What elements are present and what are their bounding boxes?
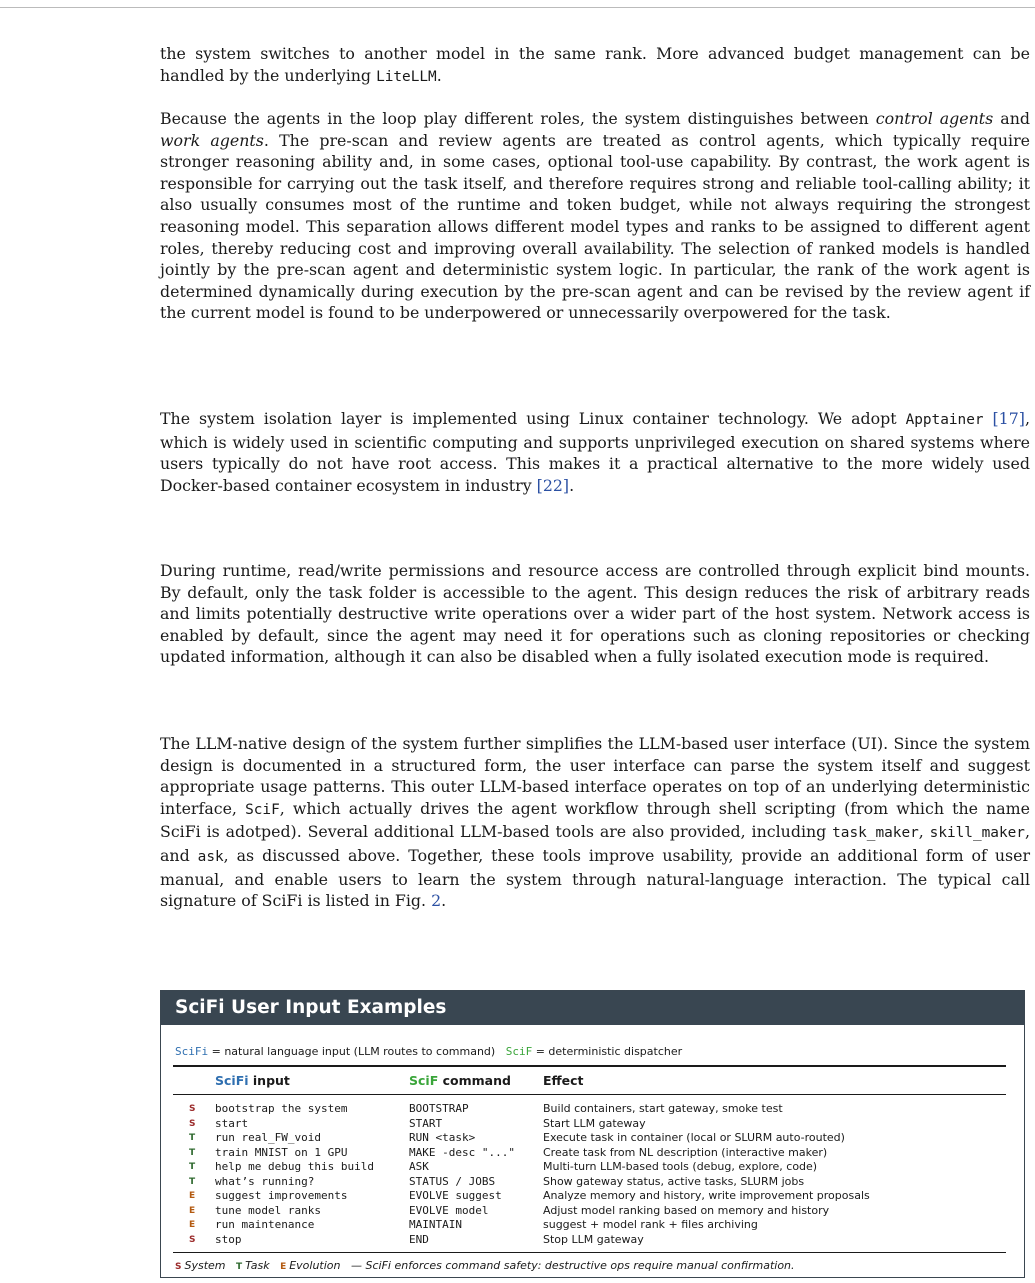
scif-command-cell: STATUS / JOBS <box>409 1174 496 1188</box>
scifi-input-cell: run real_FW_void <box>215 1131 321 1144</box>
table-bottom-rule <box>173 1252 1006 1253</box>
category-tag: T <box>189 1176 196 1187</box>
table-row <box>161 1102 1021 1117</box>
scifi-input-cell: what’s running? <box>215 1174 315 1188</box>
inline-code: SciF <box>245 801 280 818</box>
header-rule <box>0 7 1035 8</box>
inline-code: Apptainer <box>905 412 984 428</box>
table-row <box>161 1175 1021 1190</box>
emphasis: work agents <box>160 130 264 150</box>
inline-code: ask <box>197 848 224 865</box>
effect-cell: suggest + model rank + files archiving <box>543 1218 758 1231</box>
header-scif-command: SciF command <box>409 1073 511 1088</box>
paragraph-isolation: The system isolation layer is implemented using Linux container technology. We adopt Apptainer [17], which is widely used in scientific computing and supports unprivileged execution on shared systems where users typically do not have root access. This makes it a practical alternative to the more widely used Docker-based container ecosystem in industry [22]. <box>160 409 1030 495</box>
scifi-input-cell: stop <box>215 1232 242 1246</box>
category-tag: T <box>189 1147 196 1158</box>
header-scifi-input: SciFi input <box>215 1073 290 1088</box>
effect-cell: Multi-turn LLM-based tools (debug, explore, code) <box>543 1160 818 1173</box>
scifi-input-cell: suggest improvements <box>215 1189 348 1202</box>
scifi-input-cell: tune model ranks <box>215 1203 321 1217</box>
box-legend: SciFi = natural language input (LLM routes to command) SciF = deterministic dispatcher <box>175 1045 683 1058</box>
category-tag: E <box>189 1205 196 1216</box>
table-row <box>161 1218 1021 1233</box>
figure-link[interactable]: 2 <box>431 891 442 911</box>
box-title: SciFi User Input Examples <box>161 991 1024 1025</box>
effect-cell: Execute task in container (local or SLURM auto-routed) <box>543 1131 845 1144</box>
table-row <box>161 1146 1021 1161</box>
table-row <box>161 1189 1021 1204</box>
inline-code: task_maker <box>832 825 919 842</box>
citation-link[interactable]: [17] <box>992 409 1025 428</box>
inline-code: LiteLLM <box>376 68 437 85</box>
category-tag: E <box>189 1191 196 1201</box>
section-heading-3-7 <box>160 713 1030 735</box>
category-tag: S <box>189 1118 196 1129</box>
scif-command-cell: BOOTSTRAP <box>409 1102 469 1115</box>
scifi-input-cell: train MNIST on 1 GPU <box>215 1145 348 1159</box>
category-tag: S <box>189 1104 196 1114</box>
table-row <box>161 1233 1021 1248</box>
examples-table <box>161 1102 1021 1247</box>
table-top-rule <box>173 1065 1006 1067</box>
scif-command-cell: MAINTAIN <box>409 1218 462 1231</box>
effect-cell: Show gateway status, active tasks, SLURM jobs <box>543 1174 805 1188</box>
scifi-input-cell: bootstrap the system <box>215 1102 348 1115</box>
table-row <box>161 1117 1021 1132</box>
inline-code: skill_maker <box>929 825 1025 842</box>
box-footer: S System T Task E Evolution — SciFi enforces command safety: destructive ops require manual confirmation. <box>175 1259 795 1272</box>
table-row <box>161 1160 1021 1175</box>
section-heading-3-6 <box>160 388 1030 410</box>
category-tag: E <box>189 1220 196 1230</box>
category-tag: S <box>189 1234 196 1245</box>
scifi-input-cell: help me debug this build <box>215 1160 374 1173</box>
category-tag: T <box>189 1162 196 1172</box>
effect-cell: Adjust model ranking based on memory and history <box>543 1203 830 1217</box>
citation-link[interactable]: [22] <box>536 475 570 495</box>
effect-cell: Build containers, start gateway, smoke test <box>543 1102 783 1115</box>
header-effect: Effect <box>543 1073 584 1088</box>
scif-command-cell: RUN <task> <box>409 1131 476 1144</box>
paragraph-permissions: During runtime, read/write permissions and resource access are controlled through explicit bind mounts. By default, only the task folder is accessible to the agent. This design reduces the risk of arbitrary reads and limits potentially destructive write operations over a wider part of the host system. Network access is enabled by default, since the agent may need it for operations such as cloning repositories or checking updated information, although it can also be disabled when a fully isolated execution mode is required. <box>160 561 1030 667</box>
paragraph-budget: the system switches to another model in the same rank. More advanced budget management can be handled by the underlying LiteLLM. <box>160 44 1030 85</box>
paragraph-llm-interface: The LLM-native design of the system further simplifies the LLM-based user interface (UI). Since the system design is documented in a structured form, the user interface can parse the system itself and suggest appropriate usage patterns. This outer LLM-based interface operates on top of an underlying deterministic interface, SciF, which actually drives the agent workflow through shell scripting (from which the name SciFi is adotped). Several additional LLM-based tools are also provided, including task_maker, skill_maker, and ask, as discussed above. Together, these tools improve usability, provide an additional form of user manual, and enable users to learn the system through natural-language interaction. The typical call signature of SciFi is listed in Fig. 2. <box>160 734 1031 911</box>
scif-command-cell: ASK <box>409 1160 429 1173</box>
effect-cell: Start LLM gateway <box>543 1116 646 1130</box>
effect-cell: Analyze memory and history, write improvement proposals <box>543 1189 870 1202</box>
emphasis: control agents <box>875 109 994 128</box>
paragraph-agent-roles: Because the agents in the loop play different roles, the system distinguishes between control agents and work agents. The pre-scan and review agents are treated as control agents, which typically require stronger reasoning ability and, in some cases, optional tool-use capability. By contrast, the work agent is responsible for carrying out the task itself, and therefore requires strong and reliable tool-calling ability; it also usually consumes most of the runtime and token budget, while not always requiring the strongest reasoning model. This separation allows different model types and ranks to be assigned to different agent roles, thereby reducing cost and improving overall availability. The selection of ranked models is handled jointly by the pre-scan agent and deterministic system logic. In particular, the rank of the work agent is determined dynamically during execution by the pre-scan agent and can be revised by the review agent if the current model is found to be underpowered or unnecessarily overpowered for the task. <box>160 109 1030 323</box>
table-row <box>161 1204 1021 1219</box>
effect-cell: Stop LLM gateway <box>543 1232 644 1246</box>
scif-command-cell: EVOLVE suggest <box>409 1189 502 1202</box>
scif-command-cell: END <box>409 1232 429 1246</box>
scifi-input-cell: start <box>215 1116 249 1130</box>
table-row <box>161 1131 1021 1146</box>
scifi-examples-box <box>160 990 1025 1278</box>
scif-command-cell: START <box>409 1116 443 1130</box>
effect-cell: Create task from NL description (interactive maker) <box>543 1145 828 1159</box>
table-header-rule <box>173 1094 1006 1095</box>
scifi-input-cell: run maintenance <box>215 1218 315 1231</box>
category-tag: T <box>189 1133 196 1143</box>
scif-command-cell: MAKE -desc "..." <box>409 1145 515 1159</box>
scif-command-cell: EVOLVE model <box>409 1203 489 1217</box>
